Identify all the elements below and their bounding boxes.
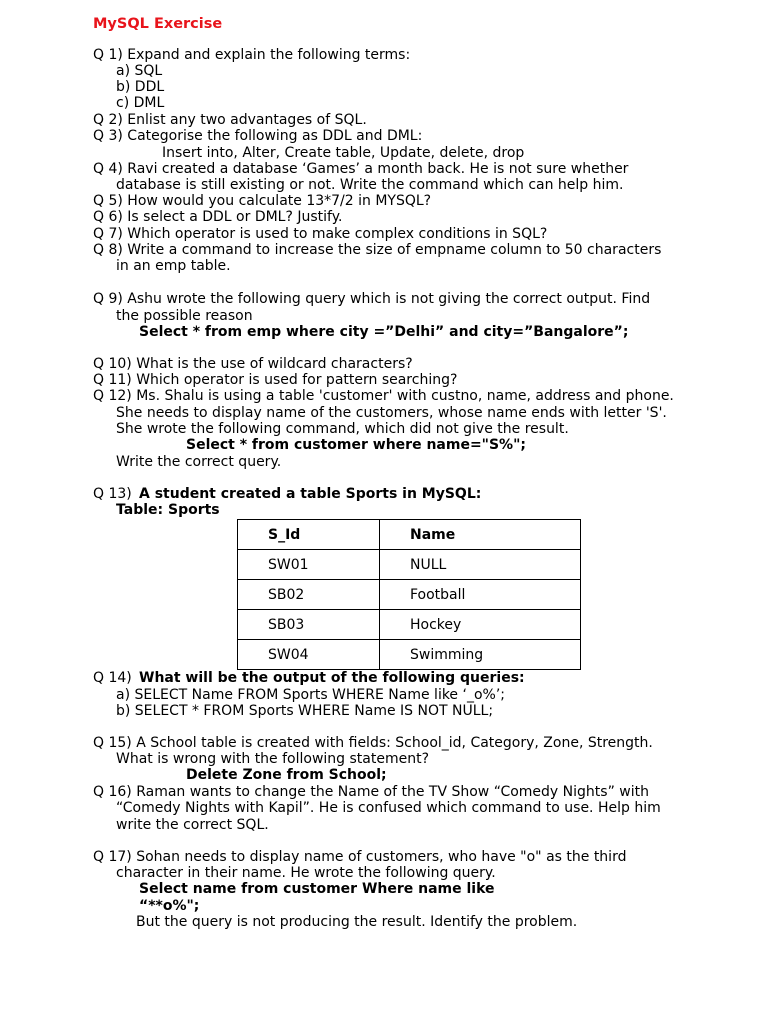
text-line: But the query is not producing the result. Identify the problem. xyxy=(136,914,578,930)
text-line: Select * from emp where city =”Delhi” and city=”Bangalore”; xyxy=(139,324,629,340)
text-line: Q 9) Ashu wrote the following query which is not giving the correct output. Find xyxy=(93,291,651,307)
table-row xyxy=(238,550,581,580)
table-row xyxy=(238,580,581,610)
sports-table xyxy=(237,519,581,670)
text-line: “**o%"; xyxy=(139,898,200,914)
table-cell: SW01 xyxy=(238,550,380,580)
text-line: Q 17) Sohan needs to display name of customers, who have "o" as the third xyxy=(93,849,627,865)
text-line: A student created a table Sports in MySQL: xyxy=(139,486,482,502)
text-line: She wrote the following command, which did not give the result. xyxy=(116,421,569,437)
table-cell: SB03 xyxy=(238,610,380,640)
text-line: Q 2) Enlist any two advantages of SQL. xyxy=(93,112,367,128)
text-line: Table: Sports xyxy=(116,502,220,518)
text-line: write the correct SQL. xyxy=(116,817,269,833)
table-row xyxy=(238,610,581,640)
text-line: character in their name. He wrote the following query. xyxy=(116,865,496,881)
text-line: Write the correct query. xyxy=(116,454,282,470)
table-cell: NULL xyxy=(380,550,581,580)
table-cell: Swimming xyxy=(380,640,581,670)
text-line: database is still existing or not. Write the command which can help him. xyxy=(116,177,624,193)
text-line: Q 8) Write a command to increase the size of empname column to 50 characters xyxy=(93,242,662,258)
table-header-row xyxy=(238,520,581,550)
text-line: She needs to display name of the customers, whose name ends with letter 'S'. xyxy=(116,405,667,421)
text-line: b) DDL xyxy=(116,79,165,95)
text-line: Insert into, Alter, Create table, Update, delete, drop xyxy=(162,145,525,161)
text-line: “Comedy Nights with Kapil”. He is confused which command to use. Help him xyxy=(116,800,661,816)
text-line: c) DML xyxy=(116,95,165,111)
text-line: a) SELECT Name FROM Sports WHERE Name like ‘_o%’; xyxy=(116,687,505,703)
page-title: MySQL Exercise xyxy=(93,16,223,32)
text-line: Delete Zone from School; xyxy=(186,767,387,783)
table-header-cell: Name xyxy=(380,520,581,550)
text-line: Q 12) Ms. Shalu is using a table 'customer' with custno, name, address and phone. xyxy=(93,388,674,404)
text-line: Q 5) How would you calculate 13*7/2 in MYSQL? xyxy=(93,193,432,209)
text-line: Select name from customer Where name like xyxy=(139,881,495,897)
text-line: Q 6) Is select a DDL or DML? Justify. xyxy=(93,209,343,225)
text-line: Q 10) What is the use of wildcard characters? xyxy=(93,356,413,372)
text-line: Q 7) Which operator is used to make complex conditions in SQL? xyxy=(93,226,548,242)
text-line: Q 15) A School table is created with fields: School_id, Category, Zone, Strength. xyxy=(93,735,653,751)
table-cell: SB02 xyxy=(238,580,380,610)
text-line: in an emp table. xyxy=(116,258,231,274)
text-line: Q 3) Categorise the following as DDL and DML: xyxy=(93,128,423,144)
table-cell: SW04 xyxy=(238,640,380,670)
text-line: Q 1) Expand and explain the following terms: xyxy=(93,47,411,63)
table-cell: Hockey xyxy=(380,610,581,640)
table-header-cell: S_Id xyxy=(238,520,380,550)
text-line: Select * from customer where name="S%"; xyxy=(186,437,526,453)
table-row xyxy=(238,640,581,670)
text-line: Q 16) Raman wants to change the Name of the TV Show “Comedy Nights” with xyxy=(93,784,649,800)
text-line: b) SELECT * FROM Sports WHERE Name IS NOT NULL; xyxy=(116,703,494,719)
text-line: a) SQL xyxy=(116,63,163,79)
text-line: Q 11) Which operator is used for pattern searching? xyxy=(93,372,458,388)
text-line: the possible reason xyxy=(116,308,253,324)
text-line: Q 13) xyxy=(93,486,132,502)
text-line: Q 4) Ravi created a database ‘Games’ a month back. He is not sure whether xyxy=(93,161,629,177)
table-cell: Football xyxy=(380,580,581,610)
text-line: What is wrong with the following statement? xyxy=(116,751,430,767)
text-line: What will be the output of the following queries: xyxy=(139,670,525,686)
text-line: Q 14) xyxy=(93,670,132,686)
